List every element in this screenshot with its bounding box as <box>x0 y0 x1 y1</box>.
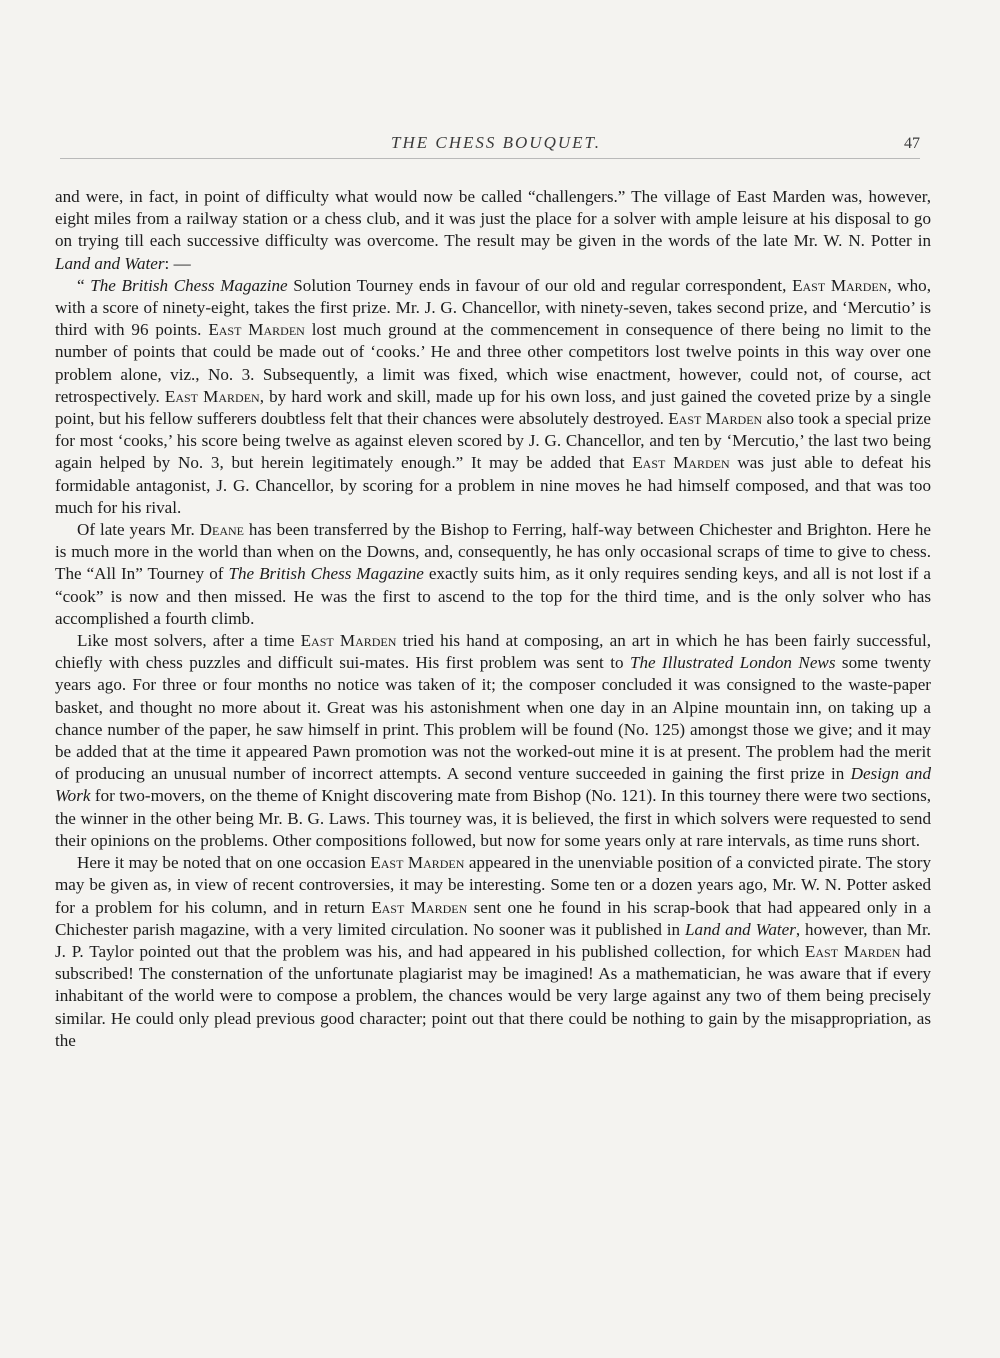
text-run: had subscribed! The consternation of the unfortunate plagiarist may be imagined! As a mathematician, he was aware that if every inhabitant of the world were to compose a problem, the chances would be very large against any two of them being precisely similar. He could only plead previous good character; point out that there could be nothing to gain by the misappropriation, as the <box>55 941 931 1050</box>
italic-title: The British Chess Magazine <box>90 275 288 295</box>
small-caps-name: East Marden <box>668 409 763 429</box>
text-run: some twenty years ago. For three or four months no notice was taken of it; the composer concluded it was consigned to the waste-paper basket, and thought no more about it. Great was his astonishment when one day in an Alpine mountain inn, on taking up a chance number of the paper, he saw himself in print. This problem will be found (No. 125) amongst those we give; and it may be added that at the time it appeared Pawn promotion was not the worked-out mine it is at present. The problem had the merit of producing an unusual number of incorrect attempts. A second venture succeeded in gaining the first prize in <box>55 653 931 784</box>
text-run: sent one he found in his scrap-book that had appeared only in a Chichester parish magazine, with a very limited circulation. No sooner was it published in <box>55 897 931 939</box>
paragraph <box>55 630 931 852</box>
text-run: tried his hand at composing, an art in which he has been fairly successful, chiefly with chess puzzles and difficult sui-mates. His first problem was sent to <box>55 631 932 673</box>
small-caps-name: East Marden <box>804 941 901 961</box>
text-run: , by hard work and skill, made up for his own loss, and just gained the coveted prize by a single point, but his fellow sufferers doubtless felt that their chances were absolutely destroyed. <box>55 386 931 429</box>
text-run: exactly suits him, as it only requires sending keys, and all is not lost if a “cook” is now and then missed. He was the first to ascend to the top for the third time, and is the only solver who has accomplished a fourth climb. <box>55 564 931 628</box>
paragraph <box>55 186 931 275</box>
small-caps-name: East Marden <box>370 853 465 873</box>
text-run: lost much ground at the commencement in consequence of there being no limit to the number of points that could be made out of ‘cooks.’ He and three other competitors lost twelve points in this way over one problem alone, viz., No. 3. Subsequently, a limit was fixed, which wise enactment, however, could not, of course, act retrospectively. <box>55 320 931 406</box>
text-run: and were, in fact, in point of difficulty what would now be called “challengers.” The village of East Marden was, however, eight miles from a railway station or a chess club, and it was just the place for a solver with ample leisure at his disposal to go on trying till each successive difficulty was overcome. The result may be given in the words of the late Mr. W. N. Potter in <box>55 187 931 251</box>
italic-title: Land and Water <box>685 919 796 939</box>
running-head <box>60 125 932 165</box>
small-caps-name: East Marden <box>208 320 305 340</box>
paragraph <box>55 852 931 1052</box>
small-caps-name: Deane <box>199 520 244 540</box>
text-run: was just able to defeat his formidable antagonist, J. G. Chancellor, by scoring for a problem in nine moves he had himself composed, and that was too much for his rival. <box>55 453 932 517</box>
small-caps-name: East Marden <box>300 631 397 651</box>
italic-title: Design and Work <box>55 764 931 806</box>
text-run: has been transferred by the Bishop to Ferring, half-way between Chichester and Brighton. Here he is much more in the world than when on the Downs, and, consequently, he has only occasional scraps of time to give to chess. The “All In” Tourney of <box>55 520 931 584</box>
header-rule <box>60 158 920 159</box>
paragraph <box>55 519 931 630</box>
small-caps-name: East Marden <box>371 897 468 917</box>
text-run: Like most solvers, after a time <box>77 631 301 651</box>
text-run: “ <box>77 275 91 295</box>
text-run: Solution Tourney ends in favour of our old and regular correspondent, <box>287 275 793 295</box>
italic-title: Land and Water <box>55 253 165 273</box>
text-run: also took a special prize for most ‘cooks,’ his score being twelve as against eleven scored by J. G. Chancellor, and ten by ‘Mercutio,’ the last two being again helped by No. 3, but herein legitimately enough.” It may be added that <box>55 409 931 473</box>
small-caps-name: East Marden <box>164 386 260 406</box>
text-run: , however, than Mr. J. P. Taylor pointed out that the problem was his, and had appeared in his published collection, for which <box>55 919 931 961</box>
running-title: THE CHESS BOUQUET. <box>391 133 601 152</box>
paragraph <box>55 275 931 519</box>
text-run: appeared in the unenviable position of a convicted pirate. The story may be given as, in view of recent controversies, it may be interesting. Some ten or a dozen years ago, Mr. W. N. Potter asked for a problem for his column, and in return <box>55 853 931 917</box>
body-text <box>55 186 931 1052</box>
italic-title: The Illustrated London News <box>629 653 836 673</box>
small-caps-name: East Marden <box>632 453 730 473</box>
italic-title: The British Chess Magazine <box>228 564 424 584</box>
text-run: : — <box>164 253 191 273</box>
text-run: , who, with a score of ninety-eight, takes the first prize. Mr. J. G. Chancellor, with ninety-seven, takes second prize, and ‘Mercutio’ is third with 96 points. <box>55 275 931 340</box>
text-run: Here it may be noted that on one occasion <box>77 853 371 873</box>
text-run: Of late years Mr. <box>77 520 200 540</box>
small-caps-name: East Marden <box>792 275 888 295</box>
page-number: 47 <box>904 135 920 152</box>
text-run: for two-movers, on the theme of Knight discovering mate from Bishop (No. 121). In this tourney there were two sections, the winner in the other being Mr. B. G. Laws. This tourney was, it is believed, the first in which solvers were requested to send their opinions on the problems. Other compositions followed, but now for some years only at rare intervals, as time runs short. <box>55 786 931 850</box>
